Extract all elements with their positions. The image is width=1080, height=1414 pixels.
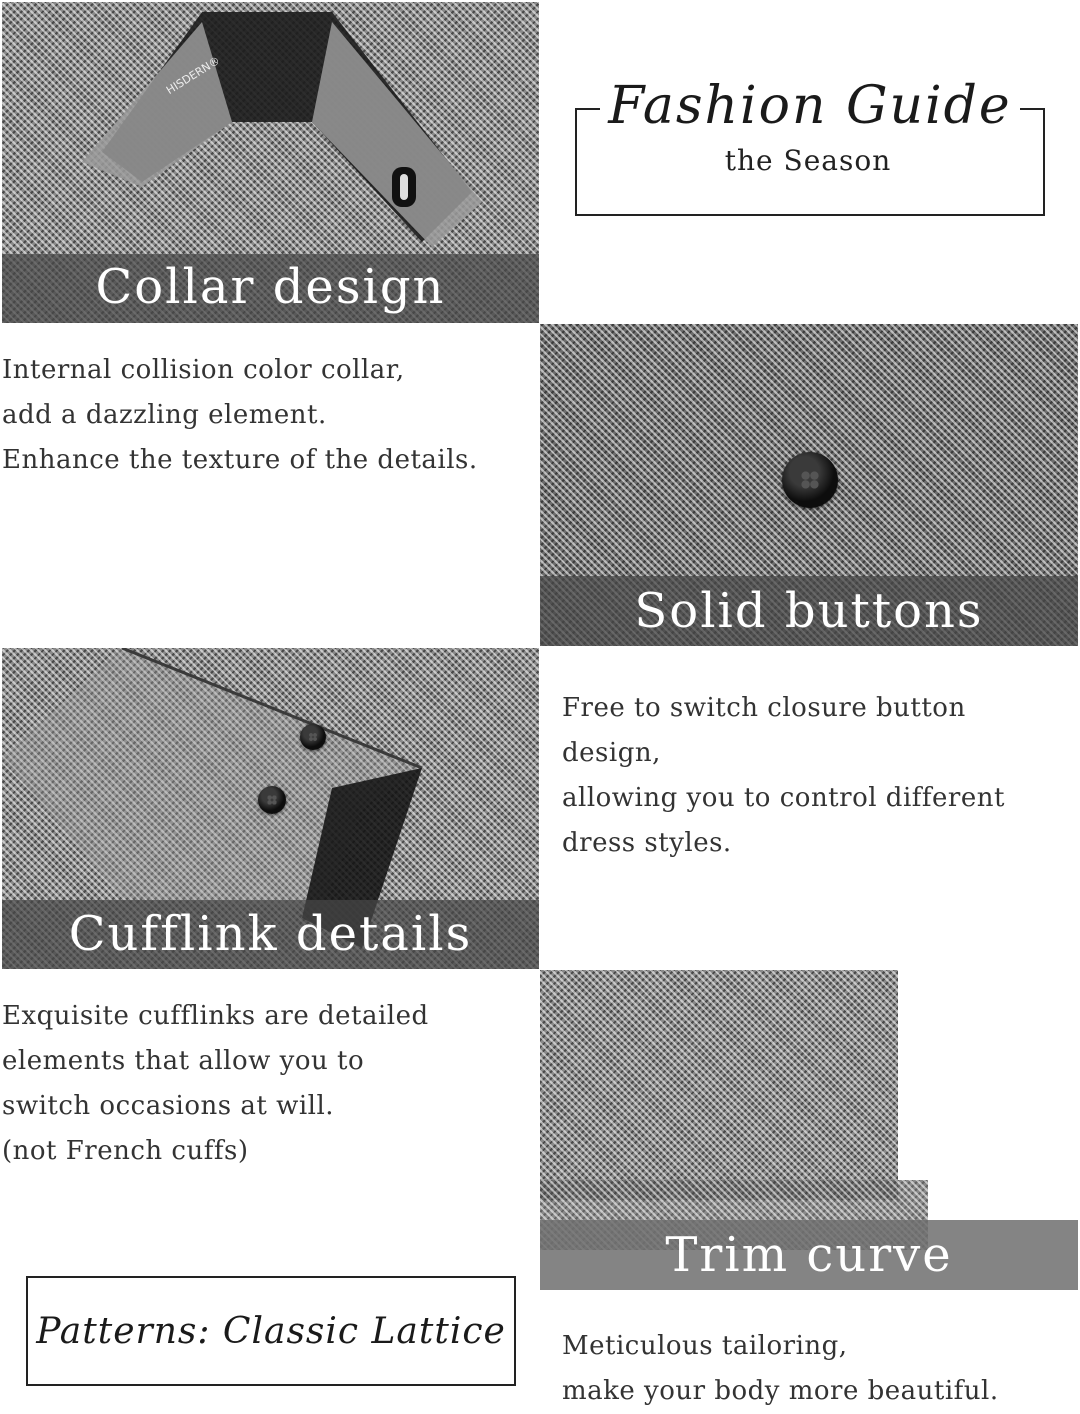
buttons-image [540, 324, 1078, 646]
cufflink-desc-line: elements that allow you to [2, 1046, 365, 1076]
cufflink-desc-line: Exquisite cufflinks are detailed [2, 1001, 429, 1031]
cufflink-desc-line: (not French cuffs) [2, 1136, 249, 1166]
buttons-desc-line: design, [562, 738, 661, 768]
cufflink-desc-line: switch occasions at will. [2, 1091, 335, 1121]
buttons-description [562, 686, 1005, 866]
cufflink-image [2, 648, 539, 969]
trim-desc-line: Meticulous tailoring, [562, 1331, 848, 1361]
cuff-button-icon [300, 724, 326, 750]
pattern-label-box [26, 1276, 516, 1386]
buttons-caption [540, 576, 1078, 646]
brand-label: HISDERN® [164, 53, 223, 98]
buttons-caption-text: Solid buttons [634, 583, 984, 639]
fashion-guide-title: Fashion Guide [600, 76, 1020, 136]
trim-caption-text: Trim curve [665, 1227, 953, 1283]
trim-fabric [540, 970, 898, 1200]
cuff-button-icon [258, 786, 286, 814]
buttons-desc-line: dress styles. [562, 828, 732, 858]
trim-description [562, 1324, 999, 1414]
pattern-label: Patterns: Classic Lattice [36, 1310, 506, 1352]
cufflink-description [2, 994, 429, 1174]
collar-caption-text: Collar design [95, 259, 446, 315]
buttons-desc-line: Free to switch closure button [562, 693, 966, 723]
fashion-guide-subtitle: the Season [724, 144, 892, 177]
shirt-button-icon [782, 452, 838, 508]
trim-caption [540, 1220, 1078, 1290]
trim-image [540, 970, 1078, 1290]
trim-desc-line: make your body more beautiful. [562, 1376, 999, 1406]
collar-desc-line: add a dazzling element. [2, 400, 327, 430]
cufflink-caption-text: Cufflink details [68, 906, 473, 962]
collar-desc-line: Internal collision color collar, [2, 355, 405, 385]
collar-desc-line: Enhance the texture of the details. [2, 445, 478, 475]
collar-description [2, 348, 478, 483]
cufflink-caption [2, 900, 539, 969]
collar-caption [2, 254, 539, 323]
buttons-desc-line: allowing you to control different [562, 783, 1005, 813]
collar-image [2, 2, 539, 323]
